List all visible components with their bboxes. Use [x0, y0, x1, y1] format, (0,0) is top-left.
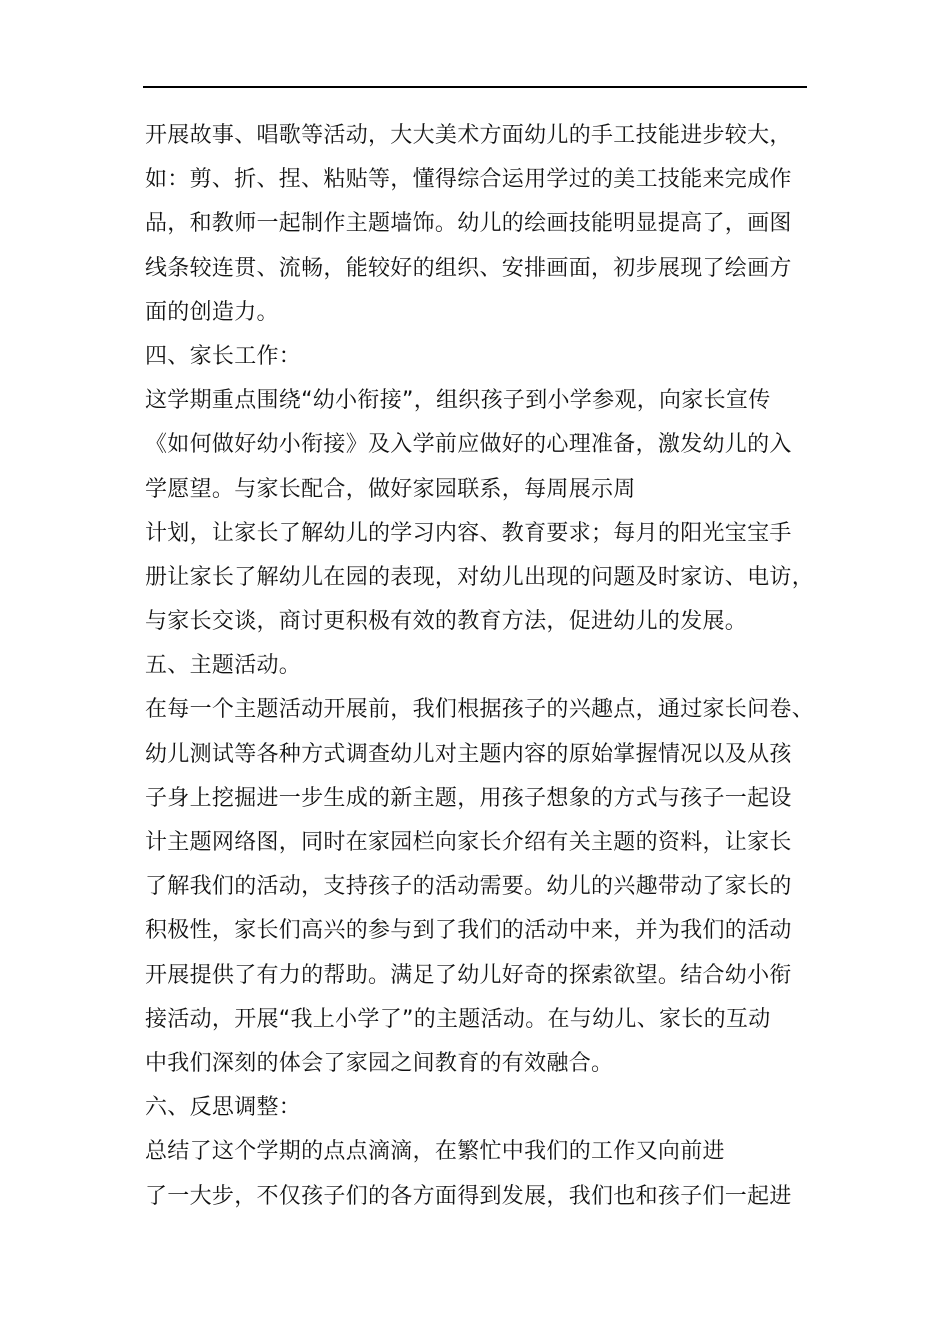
text-line: 这学期重点围绕“幼小衔接”，组织孩子到小学参观，向家长宣传 [145, 388, 771, 414]
section-heading: 四、家长工作： [145, 343, 302, 369]
text-line: 接活动，开展“我上小学了”的主题活动。在与幼儿、家长的互动 [145, 1006, 771, 1032]
text-line: 子身上挖掘进一步生成的新主题，用孩子想象的方式与孩子一起设 [145, 785, 792, 811]
text-line: 开展提供了有力的帮助。满足了幼儿好奇的探索欲望。结合幼小衔 [145, 962, 792, 988]
text-line: 学愿望。与家长配合，做好家园联系，每周展示周 [145, 476, 636, 502]
text-line: 品，和教师一起制作主题墙饰。幼儿的绘画技能明显提高了，画图 [145, 211, 792, 237]
text-line: 幼儿测试等各种方式调查幼儿对主题内容的原始掌握情况以及从孩 [145, 741, 792, 767]
text-line: 计主题网络图，同时在家园栏向家长介绍有关主题的资料，让家长 [145, 830, 792, 855]
text-line: 如：剪、折、捏、粘贴等，懂得综合运用学过的美工技能来完成作 [145, 167, 792, 193]
text-line: 开展故事、唱歌等活动，大大美术方面幼儿的手工技能进步较大， [145, 123, 792, 148]
text-line: 积极性，家长们高兴的参与到了我们的活动中来，并为我们的活动 [145, 918, 792, 944]
text-line: 册让家长了解幼儿在园的表现，对幼儿出现的问题及时家访、电访， [145, 564, 815, 590]
section-heading: 六、反思调整： [145, 1095, 302, 1121]
text-line: 在每一个主题活动开展前，我们根据孩子的兴趣点，通过家长问卷、 [145, 697, 815, 723]
text-line: 总结了这个学期的点点滴滴，在繁忙中我们的工作又向前进 [145, 1139, 725, 1165]
text-line: 线条较连贯、流畅，能较好的组织、安排画面，初步展现了绘画方 [145, 255, 792, 281]
text-line: 了解我们的活动，支持孩子的活动需要。幼儿的兴趣带动了家长的 [145, 874, 792, 900]
text-line: 与家长交谈，商讨更积极有效的教育方法，促进幼儿的发展。 [145, 609, 748, 635]
body-text [145, 114, 835, 1219]
header-rule [143, 86, 807, 88]
text-line: 中我们深刻的体会了家园之间教育的有效融合。 [145, 1050, 614, 1076]
text-line: 《如何做好幼小衔接》及入学前应做好的心理准备，激发幼儿的入 [145, 432, 792, 458]
text-line: 计划，让家长了解幼儿的学习内容、教育要求；每月的阳光宝宝手 [145, 520, 792, 546]
section-heading: 五、主题活动。 [145, 653, 302, 679]
text-line: 了一大步，不仅孩子们的各方面得到发展，我们也和孩子们一起进 [145, 1183, 792, 1209]
text-line: 面的创造力。 [145, 299, 279, 325]
